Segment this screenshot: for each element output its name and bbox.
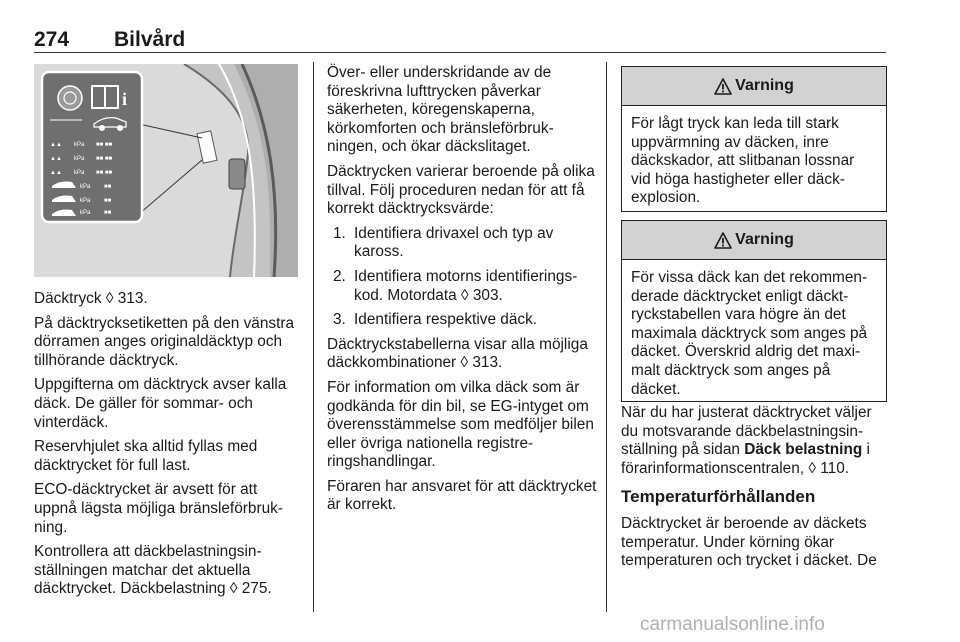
svg-text:■■: ■■ <box>104 184 112 190</box>
svg-text:■■: ■■ <box>104 210 112 216</box>
paragraph-driver-responsibility: Föraren har ansvaret för att däcktrycket är korrekt. <box>327 477 597 514</box>
label-unit-3: kPa <box>74 170 85 176</box>
svg-text:i: i <box>122 89 128 109</box>
column-divider-right <box>606 62 607 612</box>
svg-text:■■: ■■ <box>104 198 112 204</box>
paragraph-cold-tyres: Uppgifterna om däcktryck avser kalla däck. De gäller för sommar- och vinterdäck. <box>34 376 287 431</box>
procedure-steps <box>327 225 599 330</box>
paragraph-label-location: På däcktrycksetiketten på den vänstra dörramen anges originaldäcktyp och tillhörande däcktryck. <box>34 314 295 369</box>
paragraph-eco-pressure: ECO-däcktrycket är avsett för att uppnå lägsta möjliga bränsleförbrukning. <box>34 481 283 536</box>
watermark: carmanualsonline.info <box>640 614 825 635</box>
page-header <box>34 28 886 52</box>
label-unit-6: kPa <box>80 210 91 216</box>
label-unit-5: kPa <box>80 198 91 204</box>
paragraph-temperature: Däcktrycket är beroende av däckets temperatur. Under körning ökar temperaturen och trycket i däcket. De <box>621 514 877 570</box>
svg-text:■■ ■■: ■■ ■■ <box>96 156 113 162</box>
label-unit-2: kPa <box>74 156 85 162</box>
warning-text: För lågt tryck kan leda till stark uppvärmning av däcken, inre däckskador, att slitbanan lossnar vid höga hastigheter eller däckexplosion. <box>631 115 855 207</box>
column-2 <box>327 64 599 521</box>
paragraph-pressure-effects: Över- eller underskridande av de föreskrivna lufttrycken påverkar säkerheten, köregenskaperna, körkomforten och bränsleförbrukningen, och ökar däckslitaget. <box>327 64 554 156</box>
svg-text:■■ ■■: ■■ ■■ <box>96 170 113 176</box>
paragraph-approved-tyres: För information om vilka däck som är godkända för din bil, se EG-intyget om överensstämmelse som medföljer bilen eller övriga nationella registreringshandlingar. <box>327 378 594 471</box>
svg-text:▲▲: ▲▲ <box>50 170 62 176</box>
svg-text:▲▲: ▲▲ <box>50 142 62 148</box>
column-3 <box>621 404 889 577</box>
menu-item-reference: Däck belastning <box>744 441 863 459</box>
warning-triangle-icon <box>714 232 732 249</box>
paragraph-procedure-intro: Däcktrycken varierar beroende på olika tillval. Följ proceduren nedan för att få korrekt däcktrycksvärde: <box>327 162 595 218</box>
warning-title: Varning <box>735 77 794 94</box>
paragraph-tyre-load: Kontrollera att däckbelastningsinställningen matchar det aktuella däcktrycket. Däckbelastning ◊ 275. <box>34 543 272 598</box>
paragraph-load-setting: När du har justerat däcktrycket väljer du motsvarande däckbelastningsinställning på sidan Däck belastning i förarinformationscentralen, ◊ 110. <box>621 404 872 477</box>
header-rule <box>34 52 886 53</box>
warning-title: Varning <box>735 231 794 248</box>
tyre-label-illustration <box>34 64 298 277</box>
paragraph-tyre-pressure-ref: Däcktryck ◊ 313. <box>34 290 148 307</box>
procedure-step: 2. Identifiera motorns identifieringskod. Motordata ◊ 303. <box>333 267 578 304</box>
svg-text:▲▲: ▲▲ <box>50 156 62 162</box>
section-heading: Temperaturförhållanden <box>621 487 816 507</box>
door-frame-drawing <box>34 64 298 277</box>
procedure-step: 1. Identifiera drivaxel och typ av kaross. <box>333 224 554 261</box>
paragraph-tables: Däcktryckstabellerna visar alla möjliga däckkombinationer ◊ 313. <box>327 335 588 372</box>
warning-triangle-icon <box>714 78 732 95</box>
warning-box-1 <box>621 66 887 212</box>
warning-box-2 <box>621 220 887 402</box>
paragraph-spare-wheel: Reservhjulet ska alltid fyllas med däcktrycket för full last. <box>34 438 258 474</box>
warning-header <box>622 67 886 106</box>
page-number: 274 <box>34 28 70 51</box>
warning-header <box>622 221 886 260</box>
label-unit-1: kPa <box>74 142 85 148</box>
label-unit-4: kPa <box>80 184 91 190</box>
warning-text: För vissa däck kan det rekommenderade däcktrycket enligt däcktryckstabellen vara högre än det maximala däcktryck som anges på däcket. Överskrid aldrig det maximalt däcktryck som anges på däcket. <box>631 269 868 398</box>
column-divider-left <box>313 62 314 612</box>
procedure-step: 3. Identifiera respektive däck. <box>333 311 538 329</box>
page-title: Bilvård <box>114 28 186 51</box>
svg-text:■■ ■■: ■■ ■■ <box>96 142 113 148</box>
column-1 <box>34 290 302 605</box>
